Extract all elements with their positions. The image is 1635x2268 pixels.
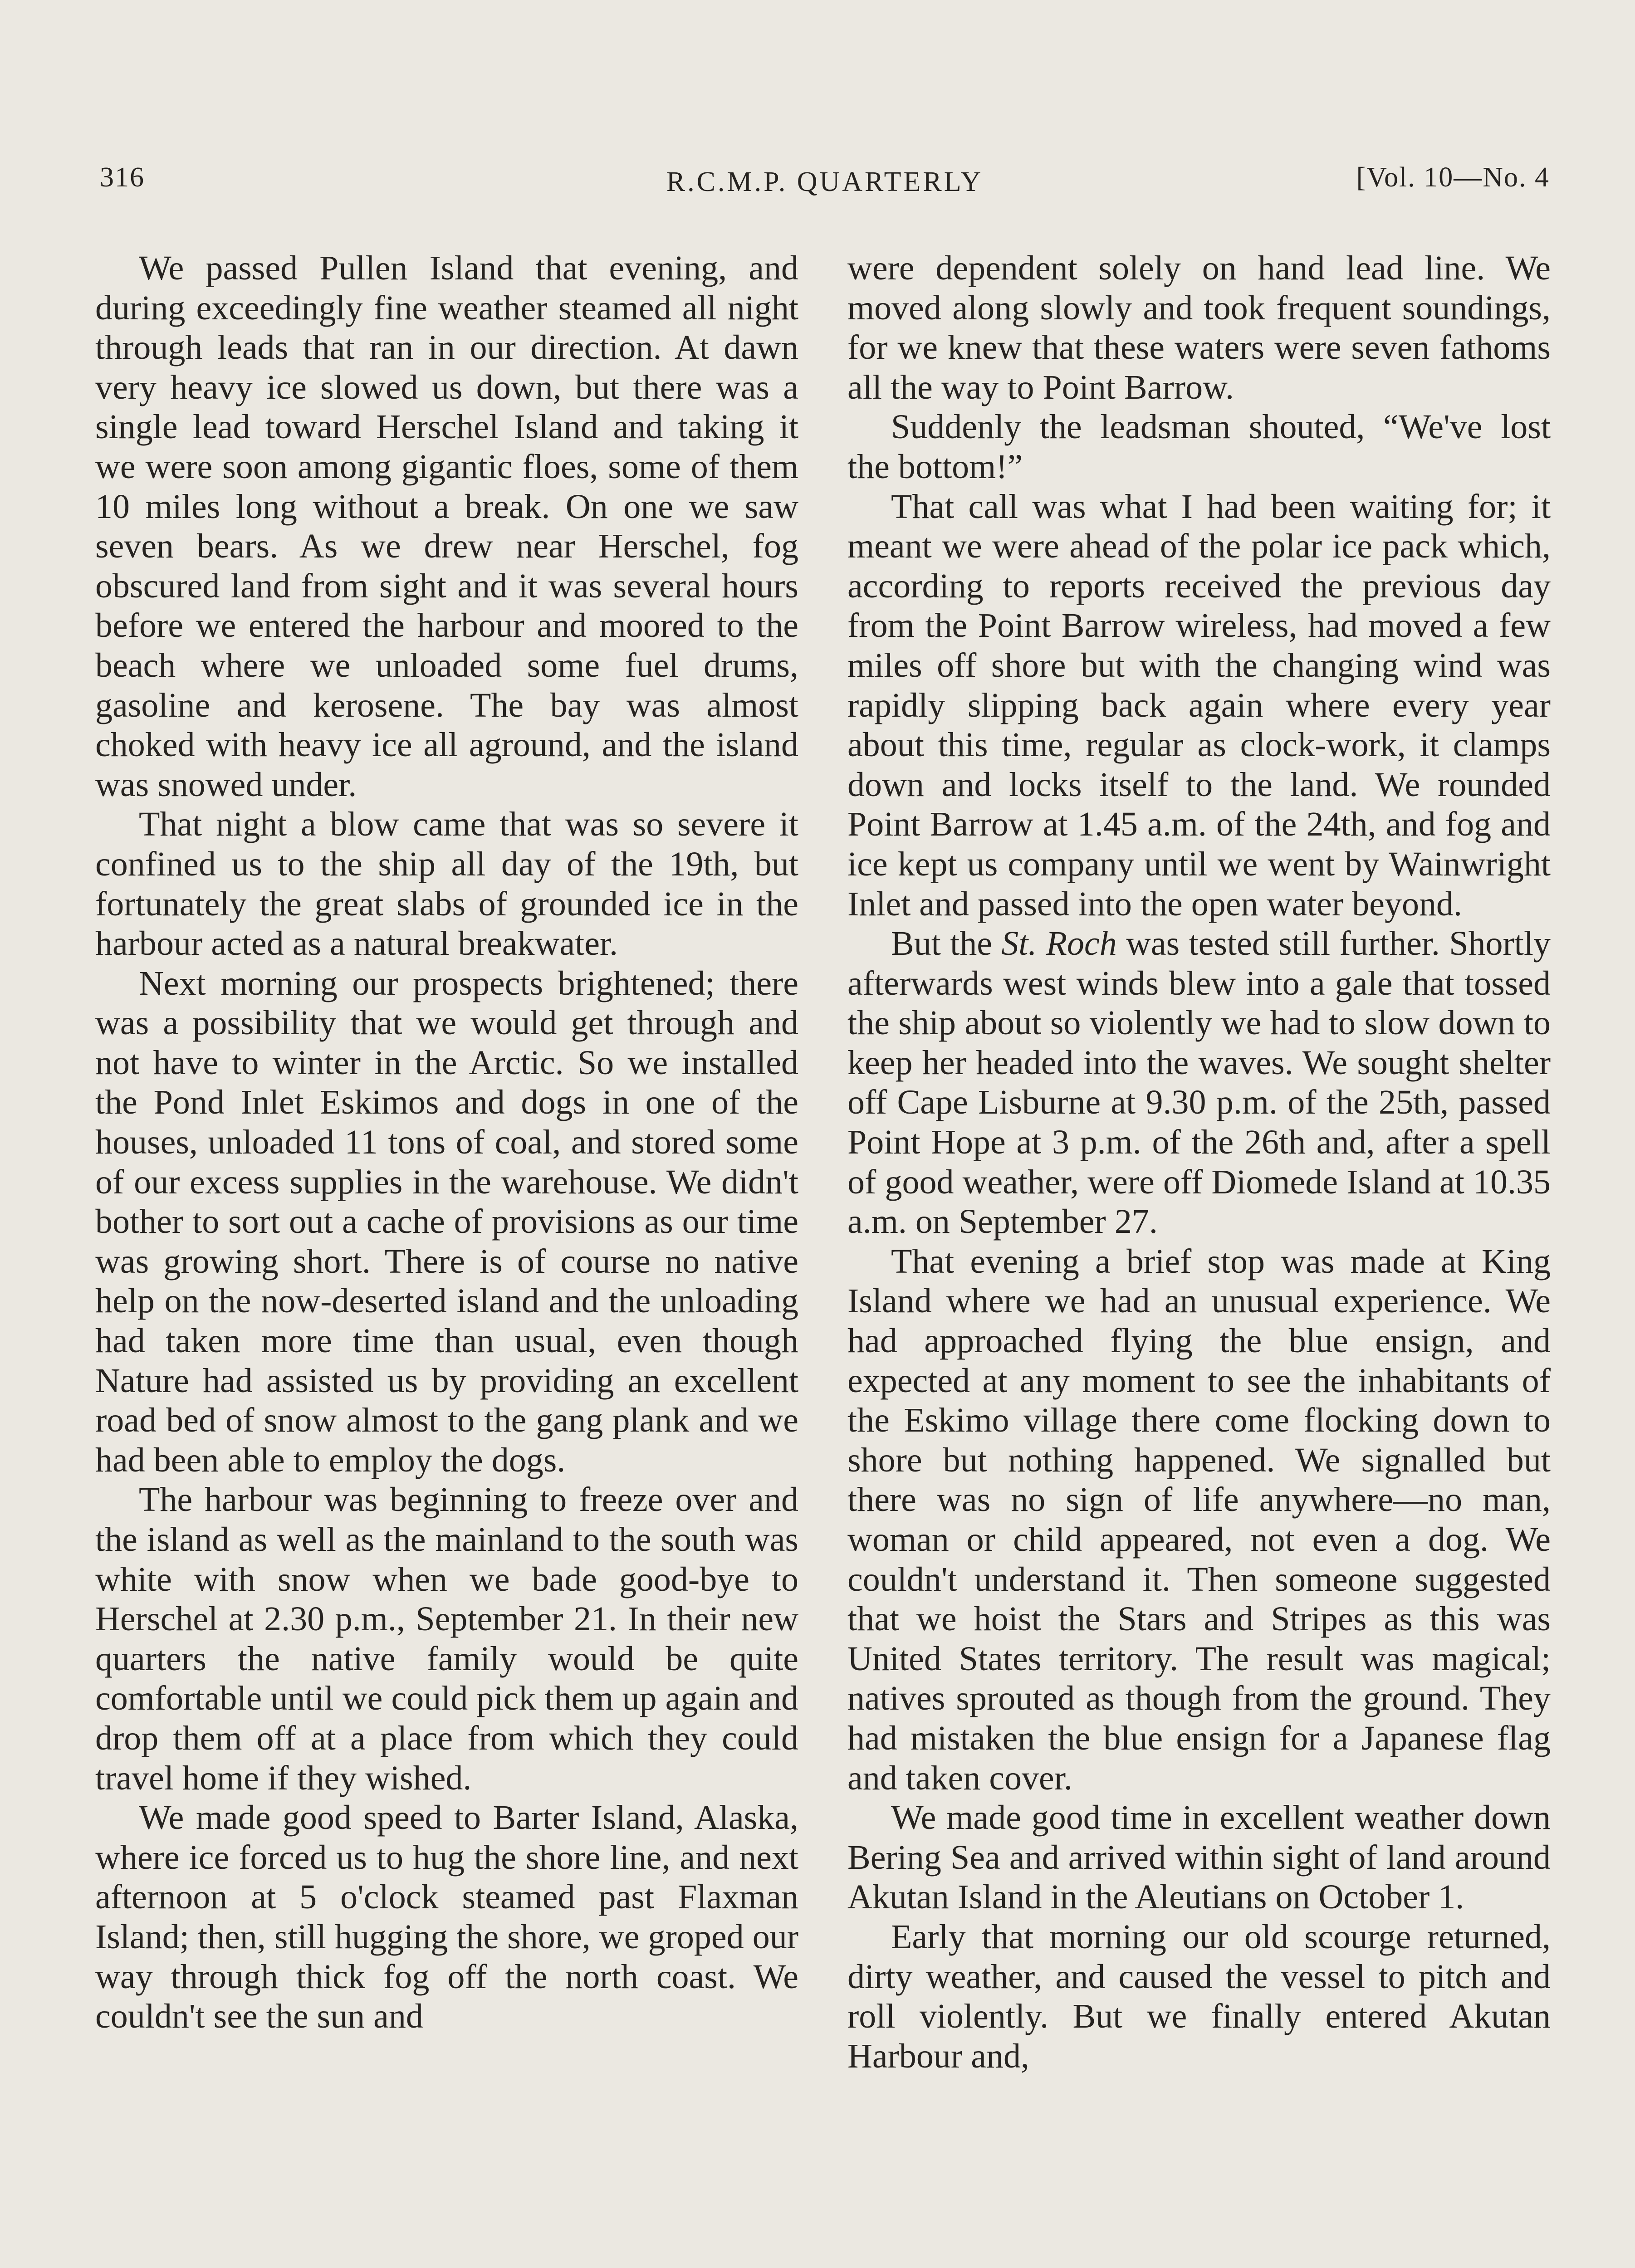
paragraph [847, 924, 1551, 1242]
paragraph: The harbour was beginning to freeze over and the island as well as the mainland to the south was white with snow when we bade good-bye to Herschel at 2.30 p.m., September 21. In their new quarters the native family would be quite comfortable until we could pick them up again and drop them off at a place from which they could travel home if they wished. [95, 1481, 798, 1797]
paragraph: Suddenly the leadsman shouted, “We've lost the bottom!” [847, 408, 1551, 486]
paragraph: Next morning our prospects brightened; there was a possibility that we would get through and not have to winter in the Arctic. So we installed the Pond Inlet Eskimos and dogs in one of the houses, unloaded 11 tons of coal, and stored some of our excess supplies in the warehouse. We didn't bother to sort out a cache of provisions as our time was growing short. There is of course no native help on the now-deserted island and the unloading had taken more time than usual, even though Nature had assisted us by providing an excellent road bed of snow almost to the gang plank and we had been able to employ the dogs. [95, 964, 798, 1479]
paragraph-text: But the [891, 924, 1002, 963]
journal-title: R.C.M.P. QUARTERLY [666, 166, 984, 197]
running-header [100, 161, 1550, 202]
paragraph: We made good speed to Barter Island, Alaska, where ice forced us to hug the shore line, and next afternoon at 5 o'clock steamed past Flaxman Island; then, still hugging the shore, we groped our way through thick fog off the north coast. We couldn't see the sun and [95, 1799, 798, 2036]
paragraph: We made good time in excellent weather down Bering Sea and arrived within sight of land around Akutan Island in the Aleutians on October 1. [847, 1799, 1551, 1916]
paragraph: That call was what I had been waiting for; it meant we were ahead of the polar ice pack which, according to reports received the previous day from the Point Barrow wireless, had moved a few miles off shore but with the changing wind was rapidly slipping back again where every year about this time, regular as clock-work, it clamps down and locks itself to the land. We rounded Point Barrow at 1.45 a.m. of the 24th, and fog and ice kept us company until we went by Wainwright Inlet and passed into the open water beyond. [847, 487, 1551, 923]
paragraph: We passed Pullen Island that evening, and during exceedingly fine weather steamed all night through leads that ran in our direction. At dawn very heavy ice slowed us down, but there was a single lead toward Herschel Island and taking it we were soon among gigantic floes, some of them 10 miles long without a break. On one we saw seven bears. As we drew near Herschel, fog obscured land from sight and it was several hours before we entered the harbour and moored to the beach where we unloaded some fuel drums, gasoline and kerosene. The bay was almost choked with heavy ice all aground, and the island was snowed under. [95, 249, 798, 804]
paragraph-text: was tested still further. Shortly afterwards west winds blew into a gale that tossed the ship about so violently we had to slow down to keep her headed into the waves. We sought shelter off Cape Lisburne at 9.30 p.m. of the 25th, passed Point Hope at 3 p.m. of the 26th and, after a spell of good weather, were off Diomede Island at 10.35 a.m. on September 27. [847, 924, 1551, 1241]
continued-paragraph: were dependent solely on hand lead line. We moved along slowly and took frequent soundings, for we knew that these waters were seven fathoms all the way to Point Barrow. [847, 249, 1551, 406]
paragraph: That evening a brief stop was made at King Island where we had an unusual experience. We had approached flying the blue ensign, and expected at any moment to see the inhabitants of the Eskimo village there come flocking down to shore but nothing happened. We signalled but there was no sign of life anywhere—no man, woman or child appeared, not even a dog. We couldn't understand it. Then someone suggested that we hoist the Stars and Stripes as this was United States territory. The result was magical; natives sprouted as though from the ground. They had mistaken the blue ensign for a Japanese flag and taken cover. [847, 1242, 1551, 1797]
left-column [95, 249, 798, 2037]
paragraph: Early that morning our old scourge returned, dirty weather, and caused the vessel to pitch and roll violently. But we finally entered Akutan Harbour and, [847, 1917, 1551, 2075]
ship-name: St. Roch [1001, 924, 1117, 963]
issue-label: [Vol. 10—No. 4 [1356, 162, 1550, 193]
right-column [847, 249, 1551, 2076]
paragraph: That night a blow came that was so severe it confined us to the ship all day of the 19th, but fortunately the great slabs of grounded ice in the harbour acted as a natural breakwater. [95, 805, 798, 963]
page-number: 316 [100, 162, 145, 193]
